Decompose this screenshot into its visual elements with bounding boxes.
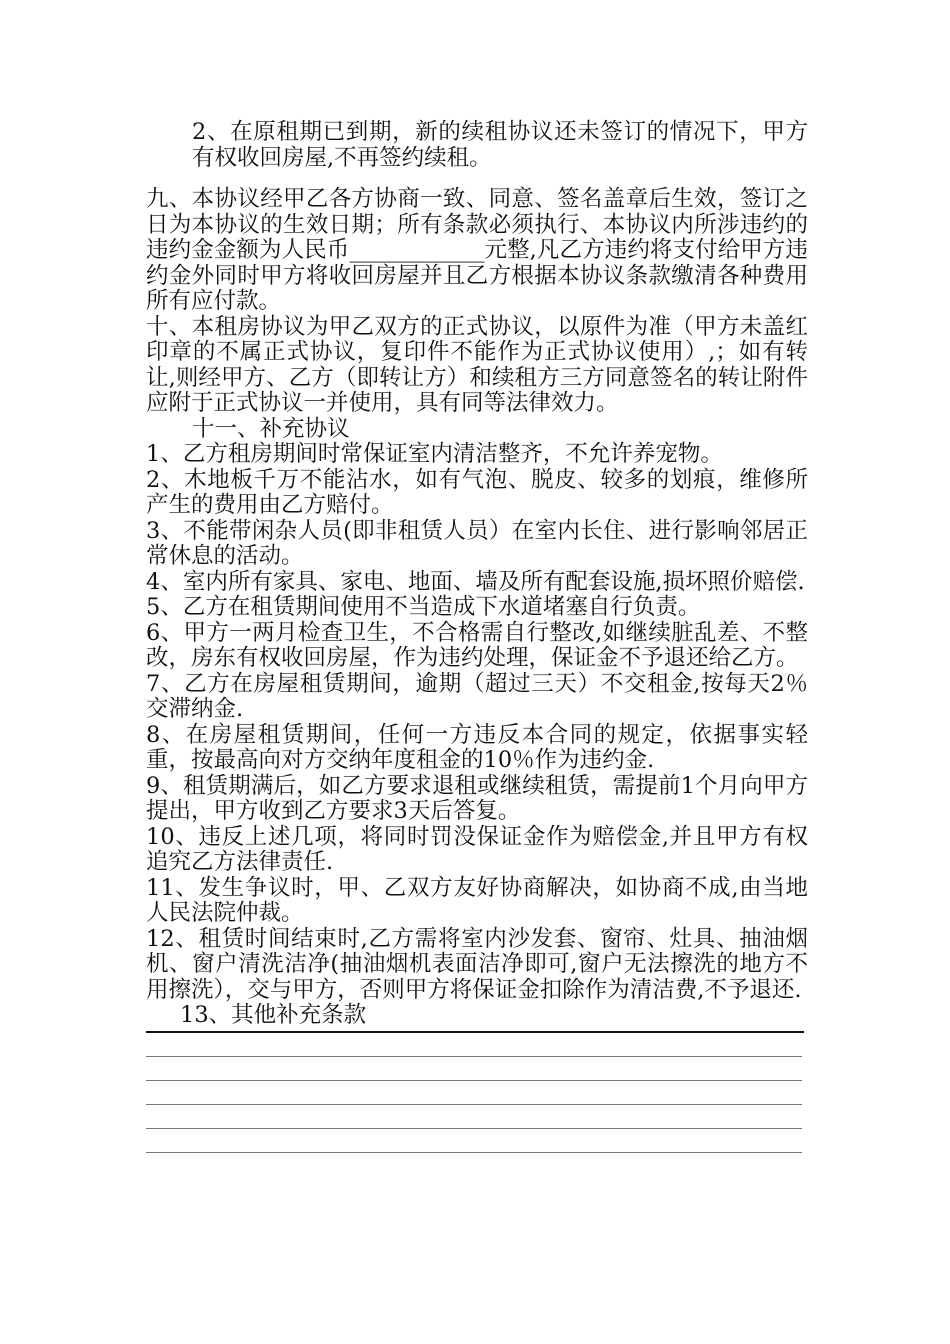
- heading-underline: [146, 1031, 804, 1033]
- supplementary-item-1: 1、乙方租房期间时常保证室内清洁整齐，不允许养宠物。: [146, 441, 723, 467]
- supplementary-item-8: 8、在房屋租赁期间，任何一方违反本合同的规定，依据事实轻重，按最高向对方交纳年度租金的10％作为违约金.: [146, 721, 808, 773]
- supplementary-item-9: 9、租赁期满后，如乙方要求退租或继续租赁，需提前1个月向甲方提出，甲方收到乙方要求3天后答复。: [146, 772, 808, 824]
- supplementary-item-6: 6、甲方一两月检查卫生，不合格需自行整改,如继续脏乱差、不整改，房东有权收回房屋，作为违约处理，保证金不予退还给乙方。: [146, 619, 808, 671]
- clause-10: 十、本租房协议为甲乙双方的正式协议，以原件为准（甲方未盖红印章的不属正式协议，复印件不能作为正式协议使用）,；如有转让,则经甲方、乙方（即转让方）和续租方三方同意签名的转让附件应附于正式协议一并使用，具有同等法律效力。: [146, 313, 808, 416]
- supplementary-item-10: 10、违反上述几项，将同时罚没保证金作为赔偿金,并且甲方有权追究乙方法律责任.: [146, 823, 808, 875]
- document-body: [146, 120, 808, 1153]
- blank-line-1: [146, 1056, 802, 1057]
- supplementary-item-4: 4、室内所有家具、家电、地面、墙及所有配套设施,损坏照价赔偿.: [146, 568, 805, 595]
- supplementary-item-12: 12、租赁时间结束时,乙方需将室内沙发套、窗帘、灶具、抽油烟机、窗户清洗洁净(抽油烟机表面洁净即可,窗户无法擦洗的地方不用擦洗），交与甲方，否则甲方将保证金扣除作为清洁费,不予退还.: [146, 925, 808, 1003]
- blank-line-4: [146, 1128, 802, 1129]
- clause-11-title: 十一、补充协议: [192, 415, 350, 442]
- blank-line-2: [146, 1080, 802, 1081]
- clause-8-item-2: 2、在原租期已到期，新的续租协议还未签订的情况下，甲方有权收回房屋,不再签约续租。: [192, 119, 808, 171]
- supplementary-item-11: 11、发生争议时，甲、乙双方友好协商解决，如协商不成,由当地人民法院仲裁。: [146, 874, 808, 926]
- blank-line-5: [146, 1152, 802, 1153]
- clause-9: 九、本协议经甲乙各方协商一致、同意、签名盖章后生效，签订之日为本协议的生效日期；所有条款必须执行、本协议内所涉违约的违约金金额为人民币____________元整,凡乙方违约将支付给甲方违约金外同时甲方将收回房屋并且乙方根据本协议条款缴清各种费用所有应付款。: [146, 186, 808, 314]
- other-terms-title: 13、其他补充条款: [180, 1002, 367, 1028]
- supplementary-item-3: 3、不能带闲杂人员(即非租赁人员）在室内长住、进行影响邻居正常休息的活动。: [146, 517, 808, 569]
- supplementary-item-7: 7、乙方在房屋租赁期间，逾期（超过三天）不交租金,按每天2％交滞纳金.: [146, 670, 808, 722]
- supplementary-item-2: 2、木地板千万不能沾水，如有气泡、脱皮、较多的划痕，维修所产生的费用由乙方赔付。: [146, 466, 808, 518]
- blank-line-3: [146, 1104, 802, 1105]
- supplementary-item-5: 5、乙方在租赁期间使用不当造成下水道堵塞自行负责。: [146, 594, 701, 620]
